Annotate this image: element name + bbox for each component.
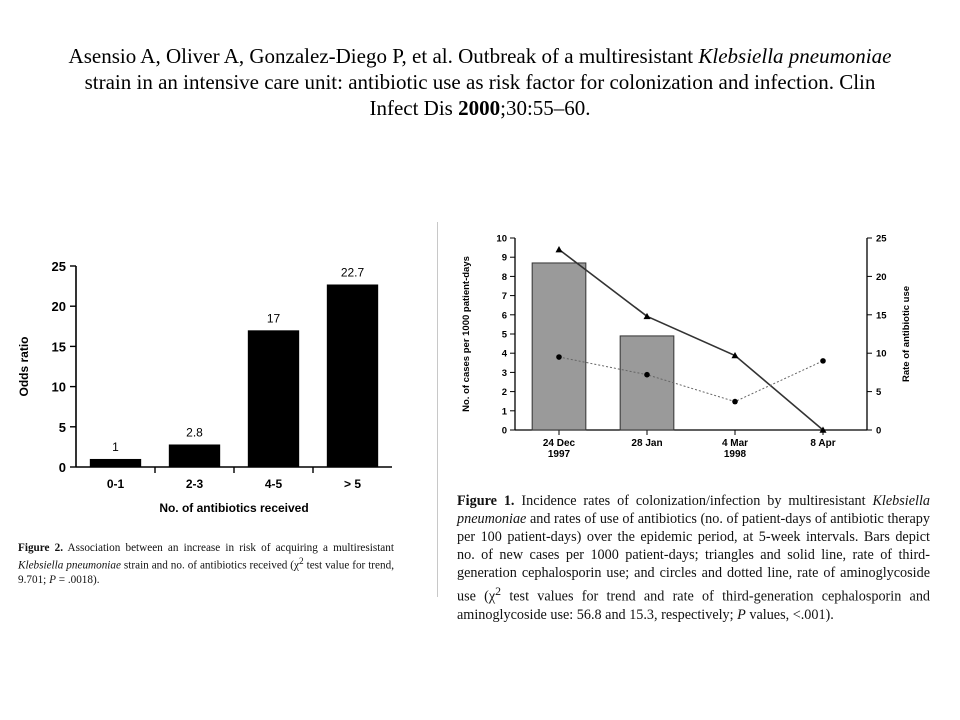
- bar: [327, 284, 378, 467]
- y-tick-label: 0: [58, 460, 66, 475]
- triangle-marker: [556, 246, 563, 252]
- figure-1-chart: [455, 226, 960, 474]
- bar: [620, 336, 674, 430]
- x-tick-label: 2-3: [185, 477, 204, 491]
- right-y-tick-label: 20: [876, 271, 887, 283]
- circle-marker: [732, 399, 738, 405]
- left-y-tick-label: 7: [501, 291, 507, 303]
- circle-marker: [556, 354, 562, 360]
- caption-p: P: [737, 607, 746, 624]
- left-y-tick-label: 0: [501, 425, 507, 437]
- figure-2-caption: [18, 541, 394, 587]
- caption-text: Incidence rates of colonization/infection by multiresistant: [514, 493, 873, 509]
- y-tick-label: 10: [51, 379, 66, 395]
- aminoglycoside-line: [559, 357, 823, 402]
- y-tick-label: 15: [51, 339, 66, 355]
- circle-marker: [644, 372, 650, 378]
- caption-text: test value for trend, 9.701;: [18, 559, 394, 587]
- x-tick-label: 4-5: [264, 477, 283, 491]
- bar-value-label: 1: [112, 439, 119, 454]
- x-tick-label: 28 Jan: [631, 438, 663, 449]
- x-tick-label: > 5: [343, 477, 362, 491]
- caption-p: P: [49, 574, 56, 587]
- left-y-tick-label: 3: [501, 367, 507, 379]
- caption-text: strain and no. of antibiotics received (χ: [120, 559, 299, 572]
- y-axis-label: Odds ratio: [17, 336, 31, 397]
- left-y-tick-label: 5: [501, 329, 507, 341]
- title-species: Klebsiella pneumoniae: [698, 44, 892, 68]
- left-y-tick-label: 8: [501, 271, 507, 283]
- figure-1-label: Figure 1.: [457, 493, 515, 509]
- bar-value-label: 2.8: [186, 425, 203, 440]
- y-tick-label: 20: [51, 299, 66, 315]
- bar: [248, 330, 299, 467]
- caption-species: Klebsiella pneumoniae: [18, 559, 121, 572]
- x-tick-label: 4 Mar: [721, 438, 749, 449]
- x-tick-label: 24 Dec: [542, 438, 576, 449]
- x-tick-label: 8 Apr: [810, 438, 836, 449]
- right-y-tick-label: 5: [876, 387, 882, 399]
- figure-2-chart: [10, 252, 400, 522]
- y-tick-label: 25: [51, 259, 66, 274]
- left-y-tick-label: 9: [501, 252, 507, 264]
- left-y-tick-label: 1: [501, 406, 507, 418]
- title-text: Asensio A, Oliver A, Gonzalez-Diego P, et al. Outbreak of a multiresistant: [68, 44, 699, 68]
- title-pages: ;30:55–60.: [500, 96, 591, 120]
- right-y-tick-label: 25: [876, 233, 887, 245]
- cephalosporin-line: [559, 250, 823, 431]
- caption-sup: 2: [495, 584, 502, 599]
- caption-text: test values for trend and rate of third-generation cephalosporin and aminoglycoside use: 56.8 and 15.3, respectively;: [457, 589, 931, 624]
- figure-2-label: Figure 2.: [18, 542, 64, 554]
- x-tick-label: 1997: [547, 449, 571, 460]
- title-year: 2000: [458, 96, 501, 120]
- bar-value-label: 17: [266, 311, 281, 326]
- title-text-cont: strain in an intensive care unit: antibiotic use as risk factor for colonization and infection. Clin Infect Dis: [84, 70, 876, 120]
- circle-marker: [820, 358, 826, 364]
- left-y-tick-label: 4: [501, 348, 507, 360]
- slide-title: [60, 43, 900, 121]
- left-y-tick-label: 10: [496, 233, 507, 245]
- right-y-tick-label: 0: [876, 425, 882, 437]
- x-tick-label: 0-1: [106, 477, 125, 491]
- bar-value-label: 22.7: [340, 265, 365, 280]
- caption-text: = .0018).: [55, 574, 100, 587]
- right-y-tick-label: 15: [876, 310, 887, 322]
- figure-divider: [437, 222, 438, 597]
- y-tick-label: 5: [58, 419, 66, 435]
- caption-species: Klebsiella pneumoniae: [457, 493, 930, 528]
- caption-text: and rates of use of antibiotics (no. of patient-days of antibiotic therapy per 100 patient-days) over the epidemic period, at 5-week intervals. Bars depict no. of new cases per 1000 patient-days; triangles and solid line, rate of third-generation cephalosporin use; and circles and dotted line, rate of aminoglycoside use (χ: [457, 511, 930, 606]
- x-tick-label: 1998: [723, 449, 747, 460]
- bar: [169, 444, 220, 467]
- figure-1-caption: [457, 492, 930, 624]
- caption-sup: 2: [299, 557, 304, 568]
- caption-text: Association between an increase in risk of acquiring a multiresistant: [63, 542, 394, 554]
- bar: [90, 459, 141, 467]
- bar: [532, 263, 586, 430]
- right-y-axis-label: Rate of antibiotic use: [901, 285, 912, 383]
- left-y-axis-label: No. of cases per 1000 patient-days: [461, 256, 472, 412]
- right-y-tick-label: 10: [876, 348, 887, 360]
- left-y-tick-label: 2: [501, 387, 507, 399]
- left-y-tick-label: 6: [501, 310, 507, 322]
- x-axis-label: No. of antibiotics received: [159, 501, 309, 515]
- caption-text: values, <.001).: [745, 607, 834, 624]
